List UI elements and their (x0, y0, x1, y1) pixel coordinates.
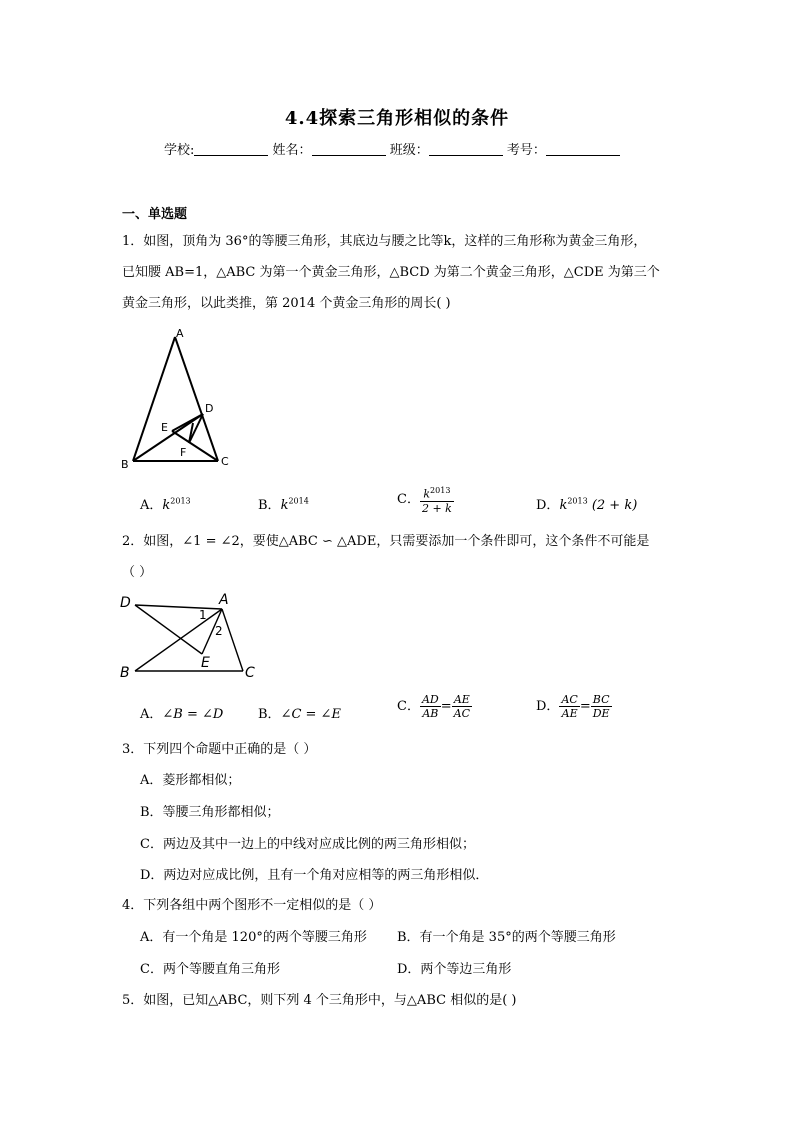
q1-fig-label-a: A (176, 327, 184, 340)
q2-option-d-eq: = (579, 699, 591, 714)
q1-fig-edge-ac (175, 337, 218, 461)
q1-option-b-label: B． (258, 498, 281, 513)
q4-option-c[interactable]: C．两个等腰直角三角形 (140, 962, 280, 977)
q2-option-c-eq: = (440, 699, 452, 714)
class-blank (429, 143, 503, 156)
q3-option-a[interactable]: A．菱形都相似； (140, 773, 241, 788)
q1-fig-label-f: F (180, 446, 187, 459)
q1-option-c-num-base: k (423, 487, 431, 501)
page-title: 4.4探索三角形相似的条件 (284, 108, 510, 129)
q2-option-c-n2: AE (452, 693, 472, 707)
q1-option-a[interactable] (140, 494, 191, 513)
q1-line-2: 已知腰 AB=1，△ABC 为第一个黄金三角形，△BCD 为第二个黄金三角形，△CDE 为第三个 (122, 265, 660, 280)
q1-option-a-exp: 2013 (170, 496, 191, 506)
q5-stem: 5．如图，已知△ABC，则下列 4 个三角形中，与△ABC 相似的是( ) (122, 993, 517, 1008)
q2-option-d-frac-1 (559, 693, 579, 720)
q2-option-d[interactable] (536, 693, 612, 720)
q1-fig-edge-ab (133, 337, 175, 461)
q1-line-3: 黄金三角形，以此类推，第 2014 个黄金三角形的周长( ) (122, 296, 451, 311)
q1-fig-label-c: C (221, 455, 229, 468)
q2-option-b-label: B． (258, 707, 281, 722)
q1-figure (115, 325, 245, 475)
q3-stem: 3．下列四个命题中正确的是（ ） (122, 742, 317, 757)
q2-fig-label-c: C (245, 665, 255, 681)
q2-option-d-d1: AE (561, 707, 578, 720)
q1-option-d[interactable] (536, 494, 637, 513)
q2-option-c-label: C． (397, 699, 420, 714)
q2-fig-label-e: E (201, 655, 210, 671)
q2-option-c-n1: AD (421, 693, 439, 706)
q1-option-c-label: C． (397, 491, 420, 507)
q2-fig-label-1: 1 (199, 608, 207, 622)
q2-option-a[interactable] (140, 703, 223, 722)
q4-option-a[interactable]: A．有一个角是 120°的两个等腰三角形 (140, 930, 367, 945)
name-label: 姓名： (272, 143, 312, 158)
q2-fig-label-2: 2 (215, 624, 223, 638)
q3-option-d[interactable]: D．两边对应成比例，且有一个角对应相等的两三角形相似． (140, 868, 489, 883)
school-blank (194, 143, 268, 156)
q3-option-c[interactable]: C．两边及其中一边上的中线对应成比例的两三角形相似； (140, 837, 475, 852)
student-info-row (164, 139, 620, 158)
q2-option-c-d2: AC (453, 707, 470, 720)
q2-option-d-d2: DE (592, 707, 610, 720)
q1-line-1: 1．如图，顶角为 36°的等腰三角形，其底边与腰之比等k，这样的三角形称为黄金三角形， (122, 234, 647, 249)
q2-line-1: 2．如图，∠1 = ∠2，要使△ABC ∽ △ADE，只需要添加一个条件即可，这个条件不可能是 (122, 534, 650, 549)
q1-option-d-exp: 2013 (567, 496, 588, 506)
number-label: 考号： (506, 143, 546, 158)
q1-fig-label-e: E (161, 421, 168, 434)
q2-option-c-frac-1 (420, 693, 441, 720)
q2-option-d-n1: AC (561, 693, 578, 706)
q1-fig-edge-ce (172, 431, 218, 461)
q2-option-a-label: A． (140, 707, 163, 722)
q2-option-d-n2: BC (591, 693, 612, 707)
q1-option-d-base: k (559, 498, 568, 513)
q1-option-d-label: D． (536, 498, 560, 513)
q2-option-c-d1: AB (422, 707, 439, 720)
name-blank (312, 143, 386, 156)
q2-fig-label-d: D (120, 595, 131, 611)
q1-option-b-base: k (280, 498, 289, 513)
q1-option-c-fraction (420, 484, 454, 515)
q1-option-a-label: A． (140, 498, 163, 513)
school-label: 学校: (164, 143, 195, 158)
q1-option-c[interactable] (397, 484, 454, 515)
q2-line-2: （ ） (122, 565, 153, 580)
section-title: 一、单选题 (122, 207, 188, 222)
q4-stem: 4．下列各组中两个图形不一定相似的是（ ） (122, 898, 382, 913)
q1-option-c-den: 2 + k (421, 501, 452, 515)
q2-option-b-text: ∠C = ∠E (280, 707, 341, 722)
q2-figure (115, 590, 265, 682)
q1-option-b-exp: 2014 (288, 496, 309, 506)
q1-option-d-tail: (2 + k) (591, 498, 638, 513)
q1-option-b[interactable] (258, 494, 309, 513)
q2-fig-label-b: B (120, 665, 130, 681)
number-blank (546, 143, 620, 156)
q2-option-c[interactable] (397, 693, 472, 720)
q2-option-d-frac-2 (591, 693, 612, 720)
q1-fig-label-d: D (205, 402, 214, 415)
q2-fig-edge-ac (222, 609, 243, 671)
q4-option-d[interactable]: D．两个等边三角形 (397, 962, 512, 977)
q1-option-c-num-exp: 2013 (430, 486, 451, 495)
q2-option-b[interactable] (258, 703, 341, 722)
q4-option-b[interactable]: B．有一个角是 35°的两个等腰三角形 (397, 930, 616, 945)
q2-option-d-label: D． (536, 699, 560, 714)
class-label: 班级： (389, 143, 429, 158)
q2-option-c-frac-2 (452, 693, 472, 720)
q1-fig-label-b: B (121, 458, 129, 471)
q2-fig-label-a: A (219, 592, 229, 608)
q3-option-b[interactable]: B．等腰三角形都相似； (140, 805, 280, 820)
q2-option-a-text: ∠B = ∠D (162, 707, 224, 722)
q2-fig-edge-da (135, 605, 222, 609)
q1-option-a-base: k (162, 498, 171, 513)
